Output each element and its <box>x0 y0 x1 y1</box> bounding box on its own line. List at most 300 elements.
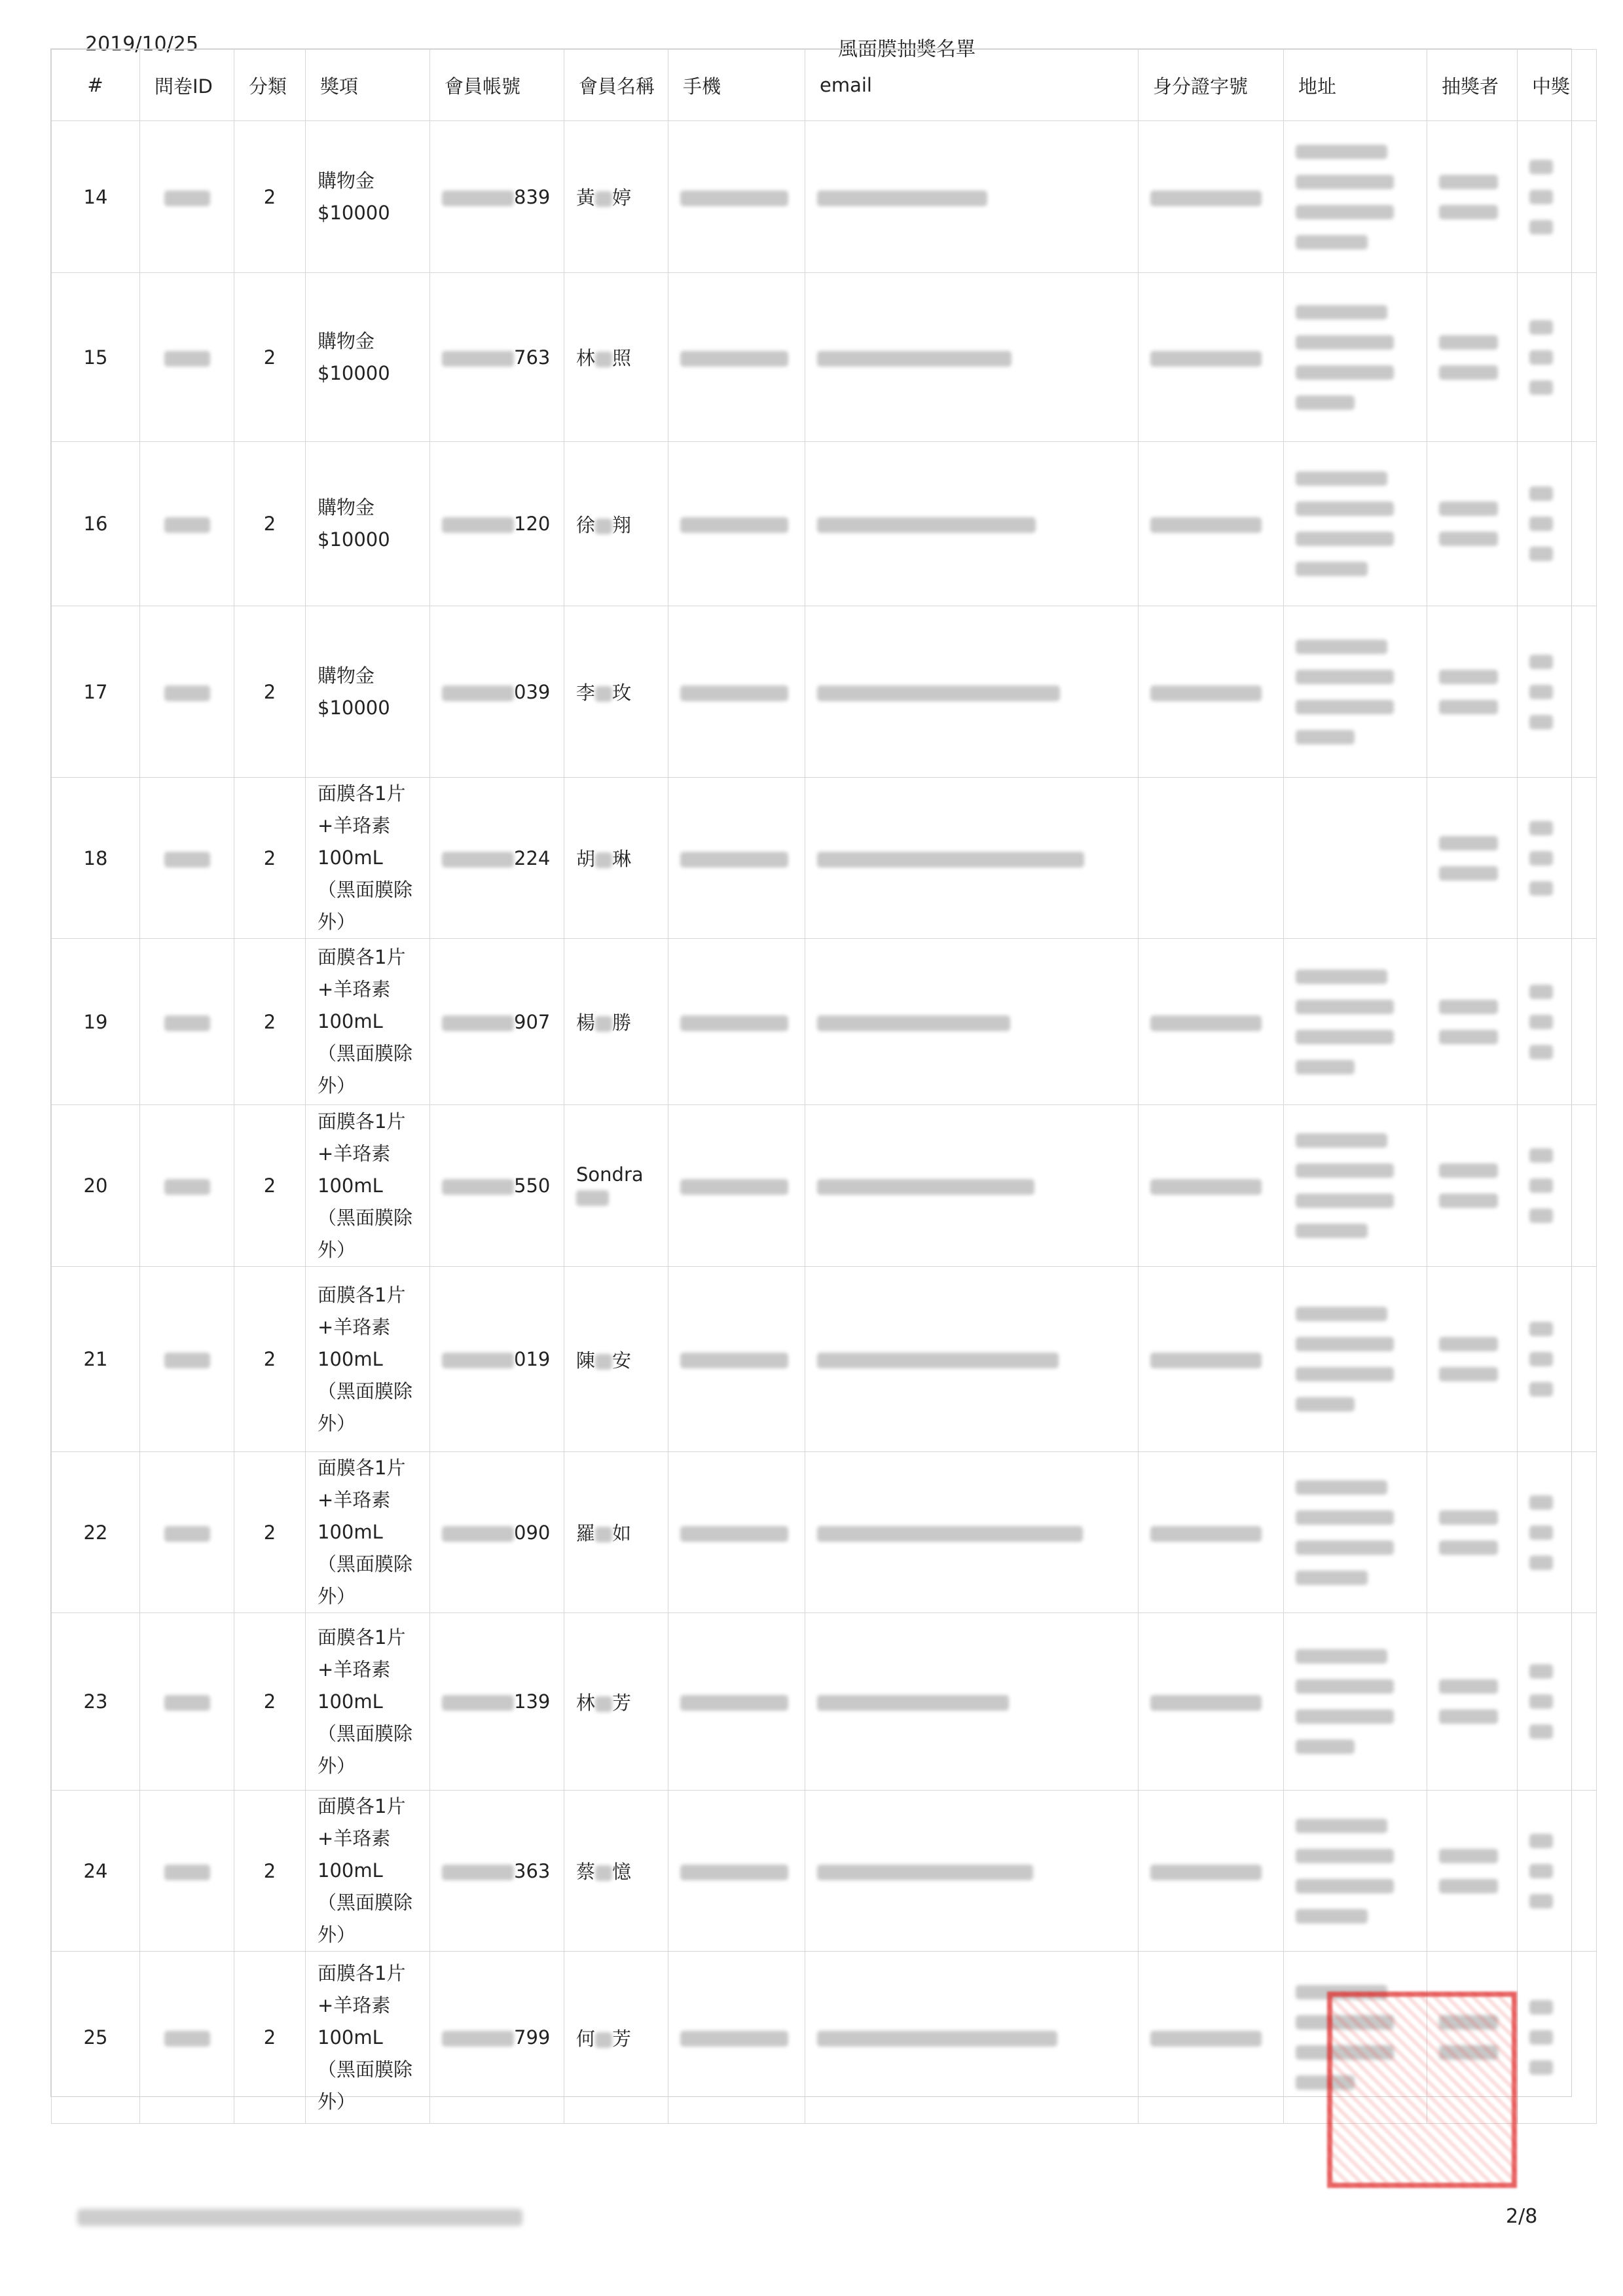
member-name-start: 陳 <box>576 1349 596 1372</box>
redacted-text <box>817 351 1012 367</box>
win-time-cell <box>1518 939 1597 1105</box>
member-name-start: 胡 <box>576 848 596 870</box>
drawer-cell <box>1427 1105 1518 1267</box>
member-name-start: 李 <box>576 682 596 704</box>
redacted-text <box>1529 881 1553 896</box>
address-cell <box>1284 273 1427 442</box>
redacted-text <box>680 2031 788 2047</box>
drawer-cell <box>1427 1613 1518 1791</box>
redacted-text <box>442 1865 514 1880</box>
winners-table <box>51 49 1597 2124</box>
account-cell <box>430 1613 564 1791</box>
account-cell <box>430 606 564 778</box>
col-header-index: # <box>52 50 140 121</box>
redacted-text <box>576 1190 609 1206</box>
redacted-text <box>164 852 210 867</box>
survey-id-cell <box>140 1613 234 1791</box>
member-name-cell <box>564 1791 668 1952</box>
survey-id-cell <box>140 1105 234 1267</box>
prize-cell: 面膜各1片+羊珞素100mL（黑面膜除外） <box>306 1452 430 1613</box>
account-cell <box>430 1952 564 2124</box>
redacted-text <box>1296 1679 1394 1694</box>
redacted-text <box>1529 220 1553 234</box>
redacted-text <box>1296 1510 1394 1525</box>
phone-cell <box>668 121 805 273</box>
redacted-text <box>1296 1879 1394 1893</box>
redacted-text <box>1439 1337 1498 1351</box>
redacted-text <box>1296 1000 1394 1014</box>
redacted-text <box>680 1015 788 1031</box>
redacted-text <box>1296 235 1368 249</box>
redacted-text <box>1439 1030 1498 1044</box>
redacted-text <box>442 2031 514 2047</box>
prize-cell: 購物金 $10000 <box>306 606 430 778</box>
redacted-text <box>1529 985 1553 999</box>
redacted-text <box>164 1695 210 1711</box>
redacted-text <box>1529 1556 1553 1570</box>
col-header-id-number: 身分證字號 <box>1139 50 1284 121</box>
prize-cell: 購物金 $10000 <box>306 442 430 606</box>
email-cell <box>805 1105 1139 1267</box>
category-cell: 2 <box>234 1267 306 1452</box>
drawer-cell <box>1427 273 1518 442</box>
redacted-text <box>1296 670 1394 684</box>
table-row <box>52 1105 1597 1267</box>
table-row <box>52 1613 1597 1791</box>
table-row <box>52 939 1597 1105</box>
row-index: 14 <box>52 121 140 273</box>
member-name-cell <box>564 273 668 442</box>
col-header-email: email <box>805 50 1139 121</box>
id-number-cell <box>1139 1267 1284 1452</box>
win-time-cell <box>1518 1267 1597 1452</box>
redacted-text <box>817 2031 1057 2047</box>
row-index: 17 <box>52 606 140 778</box>
redacted-text <box>1296 395 1355 410</box>
category-cell: 2 <box>234 1105 306 1267</box>
table-row <box>52 121 1597 273</box>
drawer-cell <box>1427 1452 1518 1613</box>
prize-cell: 面膜各1片+羊珞素100mL（黑面膜除外） <box>306 1791 430 1952</box>
redacted-text <box>1296 1571 1368 1585</box>
redacted-text <box>1296 970 1387 984</box>
redacted-text <box>1439 501 1498 516</box>
row-index: 24 <box>52 1791 140 1952</box>
redacted-text <box>1150 517 1262 533</box>
redacted-text <box>1529 190 1553 204</box>
member-name-cell <box>564 1267 668 1452</box>
redacted-text <box>680 1179 788 1195</box>
redacted-text <box>442 1179 514 1195</box>
redacted-text <box>1529 2060 1553 2075</box>
redacted-text <box>1296 365 1394 380</box>
redacted-text <box>1296 335 1394 350</box>
redacted-text <box>680 1526 788 1542</box>
category-cell: 2 <box>234 1952 306 2124</box>
survey-id-cell <box>140 606 234 778</box>
redacted-text <box>1296 501 1394 516</box>
redacted-text <box>817 1865 1033 1880</box>
redacted-text <box>442 1695 514 1711</box>
address-cell <box>1284 939 1427 1105</box>
address-cell <box>1284 1613 1427 1791</box>
redacted-text <box>1529 715 1553 729</box>
category-cell: 2 <box>234 121 306 273</box>
redacted-text <box>817 1353 1059 1368</box>
redacted-text <box>680 351 788 367</box>
redacted-text <box>1150 1865 1262 1880</box>
member-name-end: 婷 <box>612 187 632 209</box>
member-name-end: 憶 <box>612 1861 632 1883</box>
redacted-text <box>680 1695 788 1711</box>
account-cell <box>430 273 564 442</box>
survey-id-cell <box>140 273 234 442</box>
redacted-text <box>817 191 987 206</box>
id-number-cell <box>1139 778 1284 939</box>
redacted-text <box>164 517 210 533</box>
phone-cell <box>668 1791 805 1952</box>
member-name-cell <box>564 778 668 939</box>
phone-cell <box>668 1105 805 1267</box>
win-time-cell <box>1518 1613 1597 1791</box>
redacted-text <box>1296 1133 1387 1148</box>
table-row <box>52 1791 1597 1952</box>
col-header-drawer: 抽獎者 <box>1427 50 1518 121</box>
address-cell <box>1284 1105 1427 1267</box>
id-number-cell <box>1139 442 1284 606</box>
redacted-text <box>1296 1060 1355 1074</box>
redacted-text <box>1439 1163 1498 1178</box>
redacted-text <box>680 517 788 533</box>
redacted-text <box>1150 1015 1262 1031</box>
prize-cell: 面膜各1片+羊珞素100mL（黑面膜除外） <box>306 1267 430 1452</box>
redacted-text <box>164 1015 210 1031</box>
table-row <box>52 273 1597 442</box>
member-name-cell <box>564 1952 668 2124</box>
redacted-text <box>1296 1819 1387 1833</box>
redacted-text <box>1150 1695 1262 1711</box>
redacted-text <box>1439 836 1498 850</box>
redacted-text <box>1529 547 1553 561</box>
address-cell <box>1284 121 1427 273</box>
member-name-start: 黃 <box>576 187 596 209</box>
redacted-text <box>1150 685 1262 701</box>
category-cell: 2 <box>234 273 306 442</box>
id-number-cell <box>1139 1952 1284 2124</box>
redacted-text <box>595 1865 612 1881</box>
phone-cell <box>668 1952 805 2124</box>
redacted-text <box>442 351 514 367</box>
redacted-text <box>595 1527 612 1542</box>
redacted-text <box>817 1526 1083 1542</box>
drawer-cell <box>1427 121 1518 273</box>
member-name-start: 蔡 <box>576 1861 596 1883</box>
winners-table-sheet <box>50 48 1572 2113</box>
row-index: 23 <box>52 1613 140 1791</box>
redacted-text <box>1529 1322 1553 1336</box>
redacted-text <box>164 351 210 367</box>
win-time-cell <box>1518 121 1597 273</box>
drawer-cell <box>1427 606 1518 778</box>
redacted-text <box>1439 1540 1498 1555</box>
redacted-text <box>1150 1526 1262 1542</box>
row-index: 21 <box>52 1267 140 1452</box>
redacted-text <box>1296 1849 1394 1863</box>
redacted-text <box>1439 175 1498 189</box>
redacted-text <box>595 352 612 367</box>
col-header-address: 地址 <box>1284 50 1427 121</box>
id-number-cell <box>1139 1791 1284 1952</box>
account-cell <box>430 1267 564 1452</box>
redacted-text <box>595 1354 612 1370</box>
member-name-cell <box>564 1452 668 1613</box>
redacted-text <box>1529 1834 1553 1848</box>
member-name-start: 羅 <box>576 1522 596 1544</box>
redacted-text <box>817 1695 1009 1711</box>
drawer-cell <box>1427 1267 1518 1452</box>
member-name-end: 翔 <box>612 513 632 536</box>
redacted-text <box>1296 1194 1394 1208</box>
redacted-text <box>1150 1179 1262 1195</box>
redacted-text <box>1529 320 1553 335</box>
phone-cell <box>668 606 805 778</box>
win-time-cell <box>1518 606 1597 778</box>
address-cell <box>1284 1791 1427 1952</box>
member-name-start: 徐 <box>576 513 596 536</box>
redacted-text <box>1296 730 1355 744</box>
category-cell: 2 <box>234 1791 306 1952</box>
id-number-cell <box>1139 939 1284 1105</box>
table-row <box>52 778 1597 939</box>
redacted-text <box>1529 1664 1553 1679</box>
category-cell: 2 <box>234 778 306 939</box>
redacted-text <box>1529 350 1553 365</box>
redacted-text <box>1150 191 1262 206</box>
redacted-text <box>442 1353 514 1368</box>
redacted-text <box>595 1016 612 1032</box>
redacted-text <box>1296 471 1387 486</box>
redacted-text <box>164 191 210 206</box>
redacted-text <box>1529 1864 1553 1878</box>
redacted-text <box>1439 1367 1498 1381</box>
survey-id-cell <box>140 1452 234 1613</box>
redacted-text <box>1439 1000 1498 1014</box>
redacted-text <box>1296 640 1387 654</box>
id-number-cell <box>1139 1613 1284 1791</box>
redacted-text <box>1529 1045 1553 1059</box>
redacted-text <box>1529 1178 1553 1193</box>
drawer-cell <box>1427 442 1518 606</box>
redacted-text <box>1296 1163 1394 1178</box>
survey-id-cell <box>140 778 234 939</box>
account-cell <box>430 939 564 1105</box>
row-index: 15 <box>52 273 140 442</box>
prize-cell: 面膜各1片+羊珞素100mL（黑面膜除外） <box>306 1613 430 1791</box>
redacted-text <box>1439 866 1498 881</box>
redacted-text <box>1529 655 1553 669</box>
redacted-text <box>1529 486 1553 501</box>
redacted-text <box>595 686 612 702</box>
member-name-end: 芳 <box>612 2027 632 2050</box>
category-cell: 2 <box>234 1452 306 1613</box>
member-name-end: 如 <box>612 1522 632 1544</box>
phone-cell <box>668 273 805 442</box>
member-name-cell <box>564 442 668 606</box>
account-suffix: 019 <box>514 1348 551 1370</box>
redacted-text <box>164 1526 210 1542</box>
redacted-text <box>164 1353 210 1368</box>
prize-cell: 面膜各1片+羊珞素100mL（黑面膜除外） <box>306 1952 430 2124</box>
account-suffix: 139 <box>514 1690 551 1713</box>
phone-cell <box>668 442 805 606</box>
redacted-text <box>595 2032 612 2048</box>
prize-cell: 面膜各1片+羊珞素100mL（黑面膜除外） <box>306 778 430 939</box>
email-cell <box>805 121 1139 273</box>
address-cell <box>1284 442 1427 606</box>
col-header-win-time: 中獎 <box>1518 50 1597 121</box>
win-time-cell <box>1518 273 1597 442</box>
redacted-text <box>1439 1849 1498 1863</box>
redacted-text <box>680 191 788 206</box>
redacted-text <box>164 1179 210 1195</box>
win-time-cell <box>1518 778 1597 939</box>
redacted-text <box>595 852 612 868</box>
survey-id-cell <box>140 1952 234 2124</box>
phone-cell <box>668 1267 805 1452</box>
redacted-text <box>164 1865 210 1880</box>
redacted-text <box>442 1015 514 1031</box>
member-name-cell <box>564 939 668 1105</box>
redacted-text <box>1296 145 1387 159</box>
category-cell: 2 <box>234 442 306 606</box>
redacted-text <box>1150 2031 1262 2047</box>
table-row <box>52 1267 1597 1452</box>
survey-id-cell <box>140 121 234 273</box>
row-index: 22 <box>52 1452 140 1613</box>
redacted-text <box>1529 380 1553 395</box>
id-number-cell <box>1139 1452 1284 1613</box>
redacted-text <box>1529 1209 1553 1223</box>
redacted-text <box>1296 305 1387 319</box>
redacted-text <box>1296 1540 1394 1555</box>
row-index: 16 <box>52 442 140 606</box>
survey-id-cell <box>140 939 234 1105</box>
redacted-text <box>1296 175 1394 189</box>
row-index: 18 <box>52 778 140 939</box>
prize-cell: 購物金 $10000 <box>306 273 430 442</box>
redacted-text <box>1529 160 1553 174</box>
redacted-text <box>1529 1894 1553 1908</box>
redacted-text <box>1529 1525 1553 1540</box>
col-header-phone: 手機 <box>668 50 805 121</box>
redacted-text <box>1529 2030 1553 2045</box>
win-time-cell <box>1518 1952 1597 2124</box>
redacted-text <box>1296 1909 1368 1923</box>
phone-cell <box>668 778 805 939</box>
account-suffix: 224 <box>514 847 551 869</box>
redacted-text <box>1439 1510 1498 1525</box>
account-suffix: 550 <box>514 1175 551 1197</box>
redacted-text <box>817 517 1036 533</box>
member-name-end: 芳 <box>612 1691 632 1714</box>
email-cell <box>805 273 1139 442</box>
redacted-text <box>1529 821 1553 835</box>
member-name-start: Sondra <box>576 1163 644 1186</box>
member-name-cell <box>564 1105 668 1267</box>
table-row <box>52 442 1597 606</box>
redacted-text <box>1439 1709 1498 1724</box>
redacted-text <box>1439 532 1498 546</box>
redacted-text <box>1529 851 1553 866</box>
redacted-text <box>1296 1740 1355 1754</box>
email-cell <box>805 442 1139 606</box>
prize-cell: 面膜各1片+羊珞素100mL（黑面膜除外） <box>306 939 430 1105</box>
id-number-cell <box>1139 121 1284 273</box>
member-name-cell <box>564 1613 668 1791</box>
redacted-text <box>817 685 1060 701</box>
win-time-cell <box>1518 1791 1597 1952</box>
account-cell <box>430 442 564 606</box>
redacted-text <box>442 1526 514 1542</box>
redacted-text <box>164 685 210 701</box>
redacted-text <box>680 852 788 867</box>
document-title: 風面膜抽獎名單 <box>838 38 976 61</box>
member-name-start: 林 <box>576 1691 596 1714</box>
redacted-text <box>442 852 514 867</box>
redacted-text <box>1296 205 1394 219</box>
redacted-text <box>1296 562 1368 576</box>
phone-cell <box>668 1452 805 1613</box>
redacted-text <box>1150 351 1262 367</box>
redacted-text <box>817 852 1084 867</box>
col-header-account: 會員帳號 <box>430 50 564 121</box>
member-name-end: 玫 <box>612 682 632 704</box>
print-date: 2019/10/25 <box>85 33 198 56</box>
drawer-cell <box>1427 778 1518 939</box>
account-suffix: 907 <box>514 1010 551 1033</box>
member-name-start: 楊 <box>576 1011 596 1034</box>
redacted-text <box>1529 2000 1553 2014</box>
redacted-text <box>1439 335 1498 350</box>
footer-url-redacted <box>77 2209 522 2226</box>
account-cell <box>430 1452 564 1613</box>
redacted-text <box>1529 1352 1553 1366</box>
row-index: 19 <box>52 939 140 1105</box>
member-name-end: 照 <box>612 347 632 369</box>
email-cell <box>805 1952 1139 2124</box>
redacted-text <box>1150 1353 1262 1368</box>
account-suffix: 039 <box>514 680 551 703</box>
redacted-text <box>164 2031 210 2047</box>
email-cell <box>805 778 1139 939</box>
redacted-text <box>680 685 788 701</box>
redacted-text <box>442 685 514 701</box>
account-cell <box>430 1105 564 1267</box>
win-time-cell <box>1518 1105 1597 1267</box>
redacted-text <box>1529 1382 1553 1396</box>
id-number-cell <box>1139 1105 1284 1267</box>
category-cell: 2 <box>234 606 306 778</box>
col-header-category: 分類 <box>234 50 306 121</box>
drawer-cell <box>1427 939 1518 1105</box>
redacted-text <box>1439 670 1498 684</box>
account-cell <box>430 121 564 273</box>
drawer-cell <box>1427 1791 1518 1952</box>
category-cell: 2 <box>234 939 306 1105</box>
redacted-text <box>680 1865 788 1880</box>
id-number-cell <box>1139 273 1284 442</box>
redacted-text <box>1439 1679 1498 1694</box>
